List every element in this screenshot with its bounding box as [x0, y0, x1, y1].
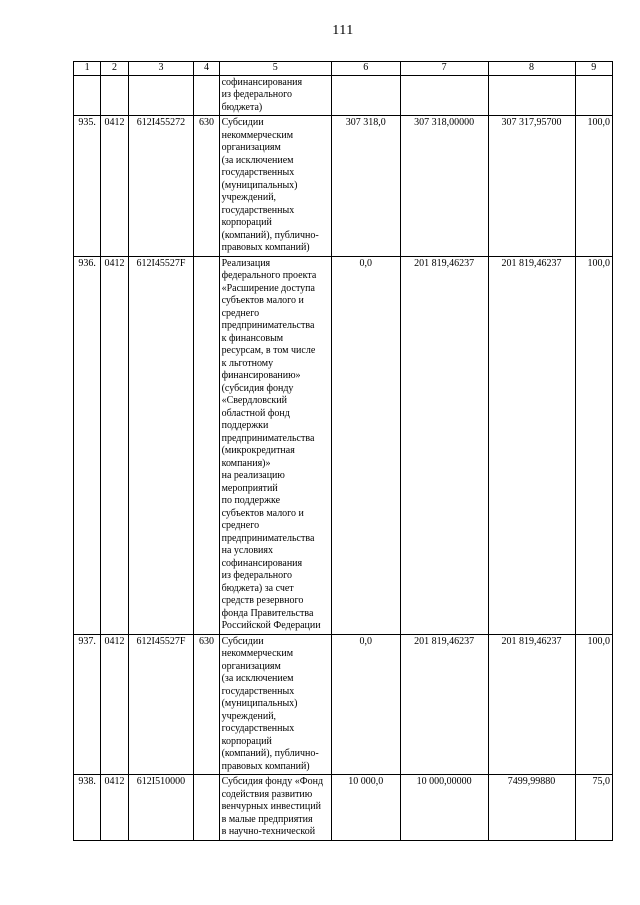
table-row [74, 775, 613, 841]
amount-planned: 307 318,0 [331, 116, 400, 257]
amount-executed [488, 75, 575, 116]
amount-executed: 201 819,46237 [488, 256, 575, 634]
description: Реализация федерального проекта «Расширение доступа субъектов малого и среднего предпринимательства к финансовым ресурсам, в том числе к льготному финансированию» (субсидия фонду «Свердловский областной фонд поддержки предпринимательства (микрокредитная компания)» на реализацию мероприятий по поддержке субъектов малого и среднего предпринимательства на условиях софинансирования из федерального бюджета) за счет средств резервного фонда Правительства Российской Федерации [219, 256, 331, 634]
chapter-code: 0412 [101, 256, 128, 634]
column-header: 7 [400, 62, 488, 76]
execution-percent: 100,0 [575, 256, 613, 634]
amount-approved: 201 819,46237 [400, 256, 488, 634]
table-row [74, 75, 613, 116]
description: Субсидии некоммерческим организациям (за исключением государственных (муниципальных) учреждений, государственных корпораций (компаний), публично- правовых компаний) [219, 116, 331, 257]
expense-type-code [194, 75, 219, 116]
column-header: 6 [331, 62, 400, 76]
amount-planned [331, 75, 400, 116]
expense-type-code: 630 [194, 634, 219, 775]
chapter-code: 0412 [101, 634, 128, 775]
execution-percent: 100,0 [575, 634, 613, 775]
target-code [128, 75, 194, 116]
chapter-code [101, 75, 128, 116]
column-header: 1 [74, 62, 101, 76]
page-number: 111 [332, 23, 354, 38]
description: Субсидия фонду «Фонд содействия развитию венчурных инвестиций в малые предприятия в научно-технической [219, 775, 331, 841]
amount-approved [400, 75, 488, 116]
amount-planned: 0,0 [331, 634, 400, 775]
amount-executed: 201 819,46237 [488, 634, 575, 775]
column-header: 3 [128, 62, 194, 76]
table-row [74, 256, 613, 634]
column-header: 9 [575, 62, 613, 76]
expense-type-code [194, 775, 219, 841]
row-number: 936. [74, 256, 101, 634]
row-number [74, 75, 101, 116]
table-header-row [74, 62, 613, 76]
amount-approved: 10 000,00000 [400, 775, 488, 841]
description: софинансирования из федерального бюджета) [219, 75, 331, 116]
chapter-code: 0412 [101, 116, 128, 257]
column-header: 4 [194, 62, 219, 76]
amount-executed: 7499,99880 [488, 775, 575, 841]
column-header: 2 [101, 62, 128, 76]
amount-executed: 307 317,95700 [488, 116, 575, 257]
chapter-code: 0412 [101, 775, 128, 841]
execution-percent [575, 75, 613, 116]
row-number: 935. [74, 116, 101, 257]
amount-planned: 10 000,0 [331, 775, 400, 841]
description: Субсидии некоммерческим организациям (за исключением государственных (муниципальных) учреждений, государственных корпораций (компаний), публично- правовых компаний) [219, 634, 331, 775]
amount-approved: 201 819,46237 [400, 634, 488, 775]
budget-table [73, 61, 613, 841]
table-row [74, 634, 613, 775]
execution-percent: 100,0 [575, 116, 613, 257]
execution-percent: 75,0 [575, 775, 613, 841]
row-number: 937. [74, 634, 101, 775]
target-code: 612I455272 [128, 116, 194, 257]
expense-type-code: 630 [194, 116, 219, 257]
target-code: 612I510000 [128, 775, 194, 841]
amount-planned: 0,0 [331, 256, 400, 634]
column-header: 8 [488, 62, 575, 76]
amount-approved: 307 318,00000 [400, 116, 488, 257]
row-number: 938. [74, 775, 101, 841]
column-header: 5 [219, 62, 331, 76]
target-code: 612I45527F [128, 634, 194, 775]
target-code: 612I45527F [128, 256, 194, 634]
table-row [74, 116, 613, 257]
expense-type-code [194, 256, 219, 634]
